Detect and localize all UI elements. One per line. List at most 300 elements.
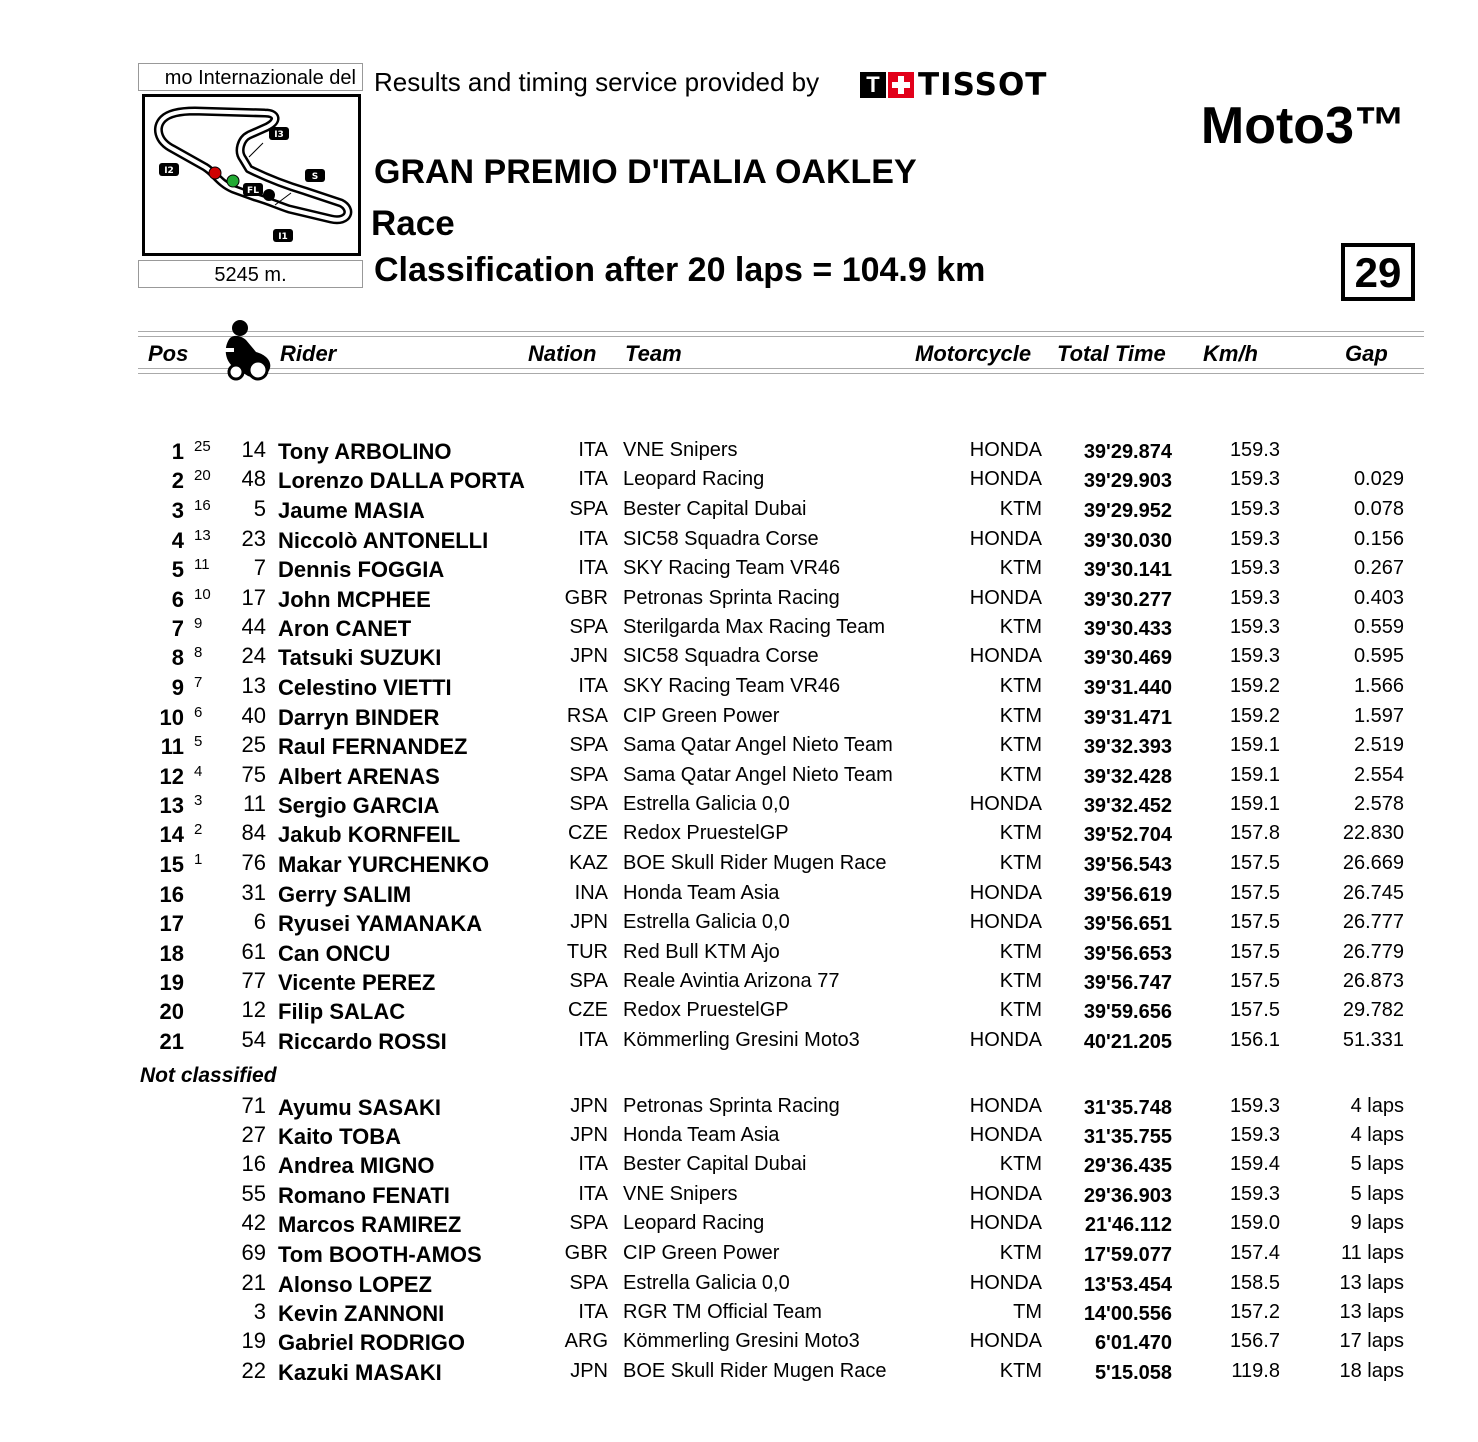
table-row	[0, 1268, 1478, 1298]
gap: 0.029	[1353, 468, 1404, 490]
rider-name: Tatsuki SUZUKI	[278, 645, 442, 670]
speed: 157.4	[1229, 1242, 1280, 1264]
rider-name: Can ONCU	[278, 941, 391, 966]
speed: 159.3	[1229, 616, 1280, 638]
team: Red Bull KTM Ajo	[623, 941, 780, 963]
gap: 51.331	[1342, 1029, 1404, 1051]
motorcycle: TM	[1013, 1301, 1042, 1323]
nation: ARG	[564, 1330, 608, 1352]
rider-number: 13	[241, 673, 266, 698]
total-time: 39'29.952	[1083, 500, 1172, 522]
speed: 159.3	[1229, 557, 1280, 579]
total-time: 39'31.440	[1083, 677, 1172, 699]
col-header-gap: Gap	[1345, 341, 1388, 366]
rider-name: Niccolò ANTONELLI	[278, 528, 489, 553]
gap: 9 laps	[1350, 1212, 1404, 1234]
motorcycle: HONDA	[969, 439, 1042, 461]
table-row	[0, 878, 1478, 908]
rider-number: 84	[241, 820, 266, 845]
speed: 159.2	[1229, 705, 1280, 727]
team: Kömmerling Gresini Moto3	[623, 1029, 860, 1051]
speed: 159.3	[1229, 468, 1280, 490]
total-time: 39'31.471	[1083, 707, 1172, 729]
motorcycle: HONDA	[969, 793, 1042, 815]
motorcycle: KTM	[999, 852, 1042, 874]
header-rule	[138, 331, 1424, 332]
class-title: Moto3™	[1200, 97, 1406, 155]
table-row	[0, 671, 1478, 701]
points: 20	[194, 467, 211, 484]
rider-name: Aron CANET	[278, 616, 412, 641]
nation: JPN	[570, 911, 608, 933]
total-time: 39'30.277	[1083, 589, 1172, 611]
speed: 157.5	[1229, 911, 1280, 933]
team: CIP Green Power	[623, 1242, 780, 1264]
gap: 1.597	[1353, 705, 1404, 727]
rider-name: Raul FERNANDEZ	[278, 734, 468, 759]
position: 7	[171, 616, 184, 641]
nation: ITA	[578, 557, 608, 579]
track-length: 5245 m.	[138, 260, 363, 288]
gap: 17 laps	[1339, 1330, 1404, 1352]
table-row	[0, 1025, 1478, 1055]
gap: 4 laps	[1350, 1095, 1404, 1117]
rider-number: 3	[253, 1299, 266, 1324]
rider-name: Jaume MASIA	[278, 498, 425, 523]
total-time: 39'32.428	[1083, 766, 1172, 788]
points: 13	[194, 527, 211, 544]
total-time: 39'29.874	[1083, 441, 1172, 463]
position: 16	[159, 882, 184, 907]
nation: CZE	[568, 822, 608, 844]
position: 4	[171, 528, 184, 553]
nation: ITA	[578, 528, 608, 550]
team: SKY Racing Team VR46	[623, 675, 841, 697]
table-row	[0, 760, 1478, 790]
points: 8	[194, 644, 203, 661]
map-label-i3: I3	[274, 130, 284, 140]
nation: ITA	[578, 1301, 608, 1323]
table-row	[0, 1149, 1478, 1179]
speed: 159.3	[1229, 645, 1280, 667]
provider-text: Results and timing service provided by	[374, 67, 820, 97]
motorcycle: KTM	[999, 970, 1042, 992]
total-time: 39'30.469	[1083, 647, 1172, 669]
rider-name: Dennis FOGGIA	[278, 557, 445, 582]
table-row	[0, 701, 1478, 731]
rider-number: 77	[241, 968, 266, 993]
table-row	[0, 1356, 1478, 1386]
speed: 157.5	[1229, 970, 1280, 992]
gap: 1.566	[1353, 675, 1404, 697]
motorcycle: HONDA	[969, 1095, 1042, 1117]
nation: SPA	[569, 970, 608, 992]
nation: JPN	[570, 1095, 608, 1117]
speed: 157.2	[1229, 1301, 1280, 1323]
nation: JPN	[570, 1124, 608, 1146]
col-header-nation: Nation	[528, 341, 597, 366]
team: Redox PruestelGP	[623, 999, 789, 1021]
speed: 157.8	[1229, 822, 1280, 844]
rider-number: 19	[241, 1328, 266, 1353]
gap: 0.559	[1353, 616, 1404, 638]
rider-number: 23	[241, 526, 266, 551]
rider-number: 7	[253, 555, 266, 580]
motorcycle: KTM	[999, 705, 1042, 727]
speed: 119.8	[1231, 1360, 1280, 1382]
total-time: 13'53.454	[1083, 1274, 1172, 1296]
tissot-logo	[860, 68, 1047, 102]
rider-number: 14	[241, 437, 266, 462]
rider-name: Makar YURCHENKO	[278, 852, 490, 877]
team: Leopard Racing	[623, 1212, 765, 1234]
rider-name: John MCPHEE	[278, 587, 431, 612]
team: BOE Skull Rider Mugen Race	[623, 1360, 887, 1382]
total-time: 39'30.433	[1083, 618, 1172, 640]
nation: CZE	[568, 999, 608, 1021]
speed: 159.3	[1229, 1095, 1280, 1117]
position: 20	[159, 999, 184, 1024]
rider-name: Tom BOOTH-AMOS	[278, 1242, 482, 1267]
total-time: 14'00.556	[1083, 1303, 1172, 1325]
rider-number: 27	[241, 1122, 266, 1147]
team: Redox PruestelGP	[623, 822, 789, 844]
nation: TUR	[566, 941, 608, 963]
position: 2	[171, 468, 184, 493]
team: Petronas Sprinta Racing	[623, 1095, 840, 1117]
gap: 2.519	[1353, 734, 1404, 756]
team: Bester Capital Dubai	[623, 1153, 807, 1175]
motorcycle: HONDA	[969, 911, 1042, 933]
table-row	[0, 583, 1478, 613]
col-header-total-time: Total Time	[1057, 341, 1166, 366]
motorcycle: HONDA	[969, 1124, 1042, 1146]
header-rule	[138, 373, 1424, 374]
table-row	[0, 435, 1478, 465]
rider-name: Ayumu SASAKI	[278, 1095, 441, 1120]
rider-name: Kazuki MASAKI	[278, 1360, 442, 1385]
nation: KAZ	[569, 852, 608, 874]
track-map	[142, 94, 361, 256]
points: 3	[194, 792, 203, 809]
motorcycle: HONDA	[969, 645, 1042, 667]
points: 9	[194, 615, 203, 632]
team: VNE Snipers	[623, 439, 738, 461]
points: 1	[194, 851, 203, 868]
points: 7	[194, 674, 203, 691]
event-title: GRAN PREMIO D'ITALIA OAKLEY	[374, 153, 917, 191]
team: CIP Green Power	[623, 705, 780, 727]
table-row	[0, 1297, 1478, 1327]
gap: 26.777	[1342, 911, 1404, 933]
rider-name: Gabriel RODRIGO	[278, 1330, 466, 1355]
rider-number: 71	[241, 1093, 266, 1118]
team: Leopard Racing	[623, 468, 765, 490]
rider-name: Albert ARENAS	[278, 764, 440, 789]
speed: 159.3	[1229, 1124, 1280, 1146]
rider-name: Kaito TOBA	[278, 1124, 402, 1149]
swiss-cross-icon	[888, 72, 914, 98]
total-time: 29'36.903	[1083, 1185, 1172, 1207]
position: 8	[171, 645, 184, 670]
total-time: 39'59.656	[1083, 1001, 1172, 1023]
speed: 159.3	[1229, 439, 1280, 461]
col-header-motorcycle: Motorcycle	[915, 341, 1032, 366]
total-time: 5'15.058	[1094, 1362, 1172, 1384]
gap: 4 laps	[1350, 1124, 1404, 1146]
motorcycle: HONDA	[969, 468, 1042, 490]
rider-number: 61	[241, 939, 266, 964]
nation: SPA	[569, 734, 608, 756]
gap: 0.595	[1353, 645, 1404, 667]
speed: 159.4	[1229, 1153, 1280, 1175]
team: Reale Avintia Arizona 77	[623, 970, 840, 992]
motorcycle: KTM	[999, 822, 1042, 844]
rider-name: Marcos RAMIREZ	[278, 1212, 462, 1237]
table-row	[0, 494, 1478, 524]
team: SIC58 Squadra Corse	[623, 645, 819, 667]
gap: 0.267	[1353, 557, 1404, 579]
nation: ITA	[578, 675, 608, 697]
speed: 159.3	[1229, 1183, 1280, 1205]
position: 10	[159, 705, 184, 730]
rider-name: Riccardo ROSSI	[278, 1029, 447, 1054]
position: 6	[171, 587, 184, 612]
motorcycle: KTM	[999, 941, 1042, 963]
nation: ITA	[578, 1029, 608, 1051]
position: 15	[159, 852, 184, 877]
points: 16	[194, 497, 211, 514]
header-rule	[138, 336, 1424, 337]
gap: 2.578	[1353, 793, 1404, 815]
rider-name: Jakub KORNFEIL	[278, 822, 461, 847]
table-row	[0, 789, 1478, 819]
motorcycle: KTM	[999, 999, 1042, 1021]
page-number: 29	[1341, 243, 1415, 301]
gap: 0.078	[1353, 498, 1404, 520]
motorcycle: HONDA	[969, 1212, 1042, 1234]
gap: 5 laps	[1350, 1153, 1404, 1175]
rider-number: 25	[241, 732, 266, 757]
speed: 156.7	[1229, 1330, 1280, 1352]
rider-name: Celestino VIETTI	[278, 675, 452, 700]
speed: 159.0	[1229, 1212, 1280, 1234]
start-light-red	[209, 167, 221, 179]
total-time: 39'56.651	[1083, 913, 1172, 935]
motorcycle: HONDA	[969, 1330, 1042, 1352]
rider-name: Filip SALAC	[278, 999, 406, 1024]
team: Kömmerling Gresini Moto3	[623, 1330, 860, 1352]
total-time: 29'36.435	[1083, 1155, 1172, 1177]
speed: 159.2	[1229, 675, 1280, 697]
total-time: 39'52.704	[1083, 824, 1172, 846]
finish-flag-icon	[263, 189, 275, 201]
gap: 18 laps	[1339, 1360, 1404, 1382]
rider-name: Tony ARBOLINO	[278, 439, 452, 464]
total-time: 39'56.619	[1083, 884, 1172, 906]
rider-number: 16	[241, 1151, 266, 1176]
map-label-i1: I1	[278, 232, 288, 242]
total-time: 6'01.470	[1094, 1332, 1172, 1354]
rider-number: 54	[241, 1027, 266, 1052]
nation: ITA	[578, 468, 608, 490]
table-row	[0, 641, 1478, 671]
gap: 2.554	[1353, 764, 1404, 786]
gap: 5 laps	[1350, 1183, 1404, 1205]
team: Estrella Galicia 0,0	[623, 911, 790, 933]
team: Sterilgarda Max Racing Team	[623, 616, 885, 638]
team: Estrella Galicia 0,0	[623, 1272, 790, 1294]
motorcycle: HONDA	[969, 1183, 1042, 1205]
total-time: 39'56.543	[1083, 854, 1172, 876]
rider-name: Kevin ZANNONI	[278, 1301, 445, 1326]
rider-name: Andrea MIGNO	[278, 1153, 435, 1178]
total-time: 39'29.903	[1083, 470, 1172, 492]
rider-number: 24	[241, 643, 266, 668]
team: Bester Capital Dubai	[623, 498, 807, 520]
rider-number: 31	[241, 880, 266, 905]
gap: 26.669	[1342, 852, 1404, 874]
speed: 159.3	[1229, 587, 1280, 609]
position: 21	[159, 1029, 184, 1054]
total-time: 40'21.205	[1083, 1031, 1172, 1053]
rider-number: 75	[241, 762, 266, 787]
rider-number: 76	[241, 850, 266, 875]
motorcycle: KTM	[999, 616, 1042, 638]
table-row	[0, 818, 1478, 848]
nation: SPA	[569, 616, 608, 638]
points: 11	[194, 556, 210, 573]
rider-number: 17	[241, 585, 266, 610]
speed: 156.1	[1229, 1029, 1280, 1051]
nation: SPA	[569, 1272, 608, 1294]
table-row	[0, 995, 1478, 1025]
table-row	[0, 1238, 1478, 1268]
team: Honda Team Asia	[623, 882, 780, 904]
total-time: 39'30.141	[1083, 559, 1172, 581]
rider-name: Sergio GARCIA	[278, 793, 440, 818]
points: 25	[194, 438, 211, 455]
rider-name: Gerry SALIM	[278, 882, 412, 907]
rider-number: 5	[253, 496, 266, 521]
speed: 158.5	[1229, 1272, 1280, 1294]
gap: 26.779	[1342, 941, 1404, 963]
speed: 157.5	[1229, 852, 1280, 874]
motorcycle: KTM	[999, 498, 1042, 520]
track-map-svg	[145, 97, 358, 253]
circuit-name-box	[138, 63, 363, 91]
table-row	[0, 1326, 1478, 1356]
rider-number: 55	[241, 1181, 266, 1206]
nation: SPA	[569, 498, 608, 520]
speed: 159.1	[1229, 793, 1280, 815]
position: 5	[171, 557, 184, 582]
table-row	[0, 1091, 1478, 1121]
total-time: 21'46.112	[1084, 1214, 1172, 1236]
rider-number: 12	[241, 997, 266, 1022]
team: Estrella Galicia 0,0	[623, 793, 790, 815]
rider-number: 44	[241, 614, 266, 639]
rider-number: 22	[241, 1358, 266, 1383]
total-time: 17'59.077	[1083, 1244, 1172, 1266]
nation: GBR	[564, 587, 608, 609]
rider-name: Vicente PEREZ	[278, 970, 436, 995]
table-row	[0, 524, 1478, 554]
map-label-s: S	[311, 172, 319, 182]
nation: ITA	[578, 1153, 608, 1175]
gap: 26.745	[1342, 882, 1404, 904]
gap: 29.782	[1342, 999, 1404, 1021]
motorcycle-rider-icon	[218, 318, 274, 382]
motorcycle: KTM	[999, 764, 1042, 786]
team: SKY Racing Team VR46	[623, 557, 841, 579]
table-row	[0, 1120, 1478, 1150]
nation: INA	[574, 882, 608, 904]
position: 19	[159, 970, 184, 995]
points: 5	[194, 733, 203, 750]
points: 10	[194, 586, 211, 603]
table-row	[0, 966, 1478, 996]
rider-number: 48	[241, 466, 266, 491]
position: 17	[159, 911, 184, 936]
session-title: Race	[371, 204, 455, 243]
position: 14	[159, 822, 184, 847]
rider-number: 69	[241, 1240, 266, 1265]
col-header-rider: Rider	[280, 341, 337, 366]
table-row	[0, 907, 1478, 937]
gap: 13 laps	[1339, 1272, 1404, 1294]
rider-number: 21	[241, 1270, 266, 1295]
circuit-name: mo Internazionale del	[164, 67, 356, 89]
points: 2	[194, 821, 203, 838]
rider-name: Alonso LOPEZ	[278, 1272, 432, 1297]
speed: 157.5	[1229, 882, 1280, 904]
speed: 159.3	[1229, 498, 1280, 520]
points: 4	[194, 763, 203, 780]
total-time: 39'56.747	[1083, 972, 1172, 994]
table-row	[0, 848, 1478, 878]
speed: 157.5	[1229, 941, 1280, 963]
table-row	[0, 1179, 1478, 1209]
team: RGR TM Official Team	[623, 1301, 822, 1323]
motorcycle: KTM	[999, 675, 1042, 697]
team: Sama Qatar Angel Nieto Team	[623, 764, 893, 786]
nation: GBR	[564, 1242, 608, 1264]
motorcycle: KTM	[999, 1242, 1042, 1264]
col-header-pos: Pos	[148, 341, 189, 366]
rider-name: Ryusei YAMANAKA	[278, 911, 483, 936]
map-label-i2: I2	[164, 166, 174, 176]
classification-title: Classification after 20 laps = 104.9 km	[374, 251, 986, 289]
nation: ITA	[578, 439, 608, 461]
table-row	[0, 730, 1478, 760]
speed: 159.1	[1229, 734, 1280, 756]
position: 11	[160, 734, 184, 759]
total-time: 31'35.748	[1083, 1097, 1172, 1119]
position: 9	[171, 675, 184, 700]
rider-number: 42	[241, 1210, 266, 1235]
position: 18	[159, 941, 184, 966]
nation: SPA	[569, 1212, 608, 1234]
tissot-t-icon: T	[860, 72, 886, 98]
gap: 0.403	[1353, 587, 1404, 609]
nation: RSA	[566, 705, 608, 727]
motorcycle: KTM	[999, 734, 1042, 756]
rider-name: Lorenzo DALLA PORTA	[278, 468, 525, 493]
gap: 13 laps	[1339, 1301, 1404, 1323]
rider-name: Darryn BINDER	[278, 705, 440, 730]
team: Petronas Sprinta Racing	[623, 587, 840, 609]
